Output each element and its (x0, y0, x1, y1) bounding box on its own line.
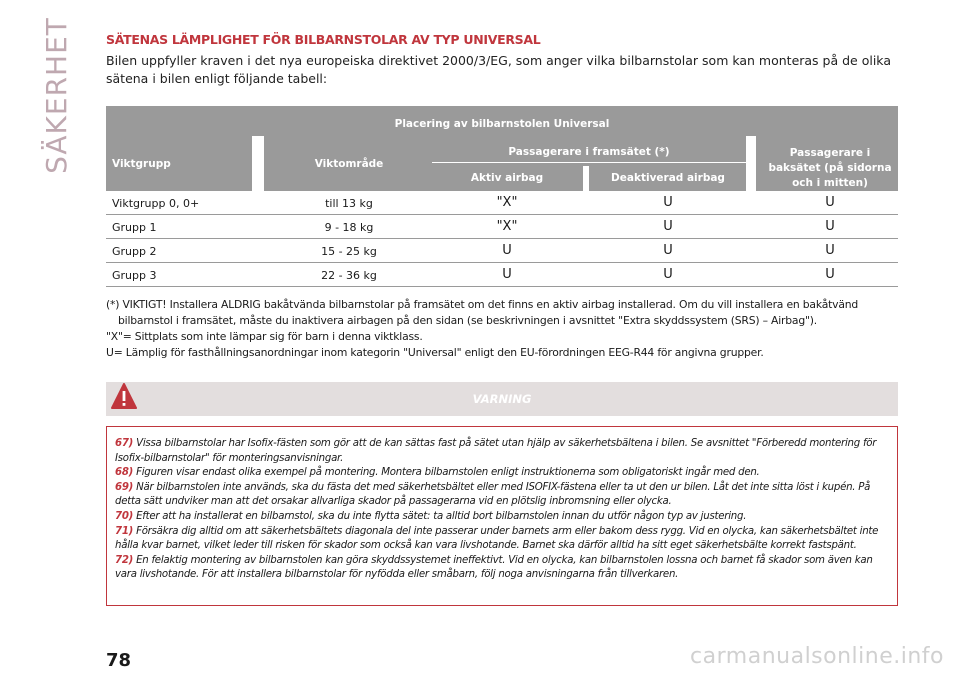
col-header-airbag-on: Aktiv airbag (470, 172, 544, 184)
section-heading: SÄTENAS LÄMPLIGHET FÖR BILBARNSTOLAR AV TYP UNIVERSAL (106, 32, 541, 47)
warning-item-text: Vissa bilbarnstolar har Isofix-fästen som gör att de kan sättas fast på sätet utan hjälp av säkerhetsbältena i bilen. Se avsnittet "Förberedd montering för Isofix-bilbarnstolar" för monteringsanvisningar. (115, 438, 877, 464)
cell-group: Grupp 3 (112, 269, 157, 282)
col-header-rear: Passagerare i baksätet (på sidorna och i mitten) (768, 147, 892, 189)
warning-title: VARNING (472, 392, 532, 406)
page-number: 78 (106, 650, 132, 671)
cell-weight: 15 - 25 kg (321, 245, 377, 258)
col-header-airbag-off: Deaktiverad airbag (611, 172, 725, 184)
child-seat-table (106, 106, 898, 287)
table-row (106, 239, 898, 263)
section-side-label (36, 16, 76, 174)
warning-item-text: Försäkra dig alltid om att säkerhetsbältets diagonala del inte passerar under barnets arm eller bakom dess rygg. Vid en olycka, kan säkerhetsbältet inte hålla kvar barnet, vilket leder till risken för skador som också kan vara livshotande. Barnet ska därför alltid ha sitt eget säkerhetsbälte korrekt fastspänt. (115, 525, 879, 552)
cell-group: Viktgrupp 0, 0+ (112, 197, 200, 210)
table-header (106, 106, 898, 191)
cell-weight: 22 - 36 kg (321, 269, 377, 282)
cell-airbag-off: U (663, 219, 673, 234)
note-u: U= Lämplig för fasthållningsanordningar inom kategorin "Universal" enligt den EU-förordningen EEG-R44 för angivna grupper. (106, 346, 764, 359)
note-important-cont: bilbarnstol i framsätet, måste du inaktivera airbagen på den sidan (se beskrivningen i avsnittet "Extra skyddssystem (SRS) – Airbag"). (118, 314, 818, 327)
cell-rear: U (825, 243, 835, 258)
cell-rear: U (825, 267, 835, 282)
cell-airbag-off: U (663, 195, 673, 210)
col-header-weight: Viktområde (314, 158, 384, 170)
note-important: (*) VIKTIGT! Installera ALDRIG bakåtvända bilbarnstolar på framsätet om det finns en aktiv airbag installerad. Om du vill installera en bakåtvänd (106, 298, 859, 311)
warning-item (115, 466, 889, 481)
col-header-front: Passagerare i framsätet (*) (508, 146, 670, 158)
cell-airbag-off: U (663, 243, 673, 258)
cell-rear: U (825, 219, 835, 234)
cell-airbag-on: "X" (496, 195, 518, 210)
cell-weight: 9 - 18 kg (324, 221, 374, 234)
cell-rear: U (825, 195, 835, 210)
table-top-header: Placering av bilbarnstolen Universal (394, 118, 610, 130)
intro-paragraph: Bilen uppfyller kraven i det nya europeiska direktivet 2000/3/EG, som anger vilka bilbarnstolar som kan monteras på de olika sätena i bilen enligt följande tabell: (106, 53, 891, 86)
watermark: carmanualsonline.info (690, 644, 944, 669)
warning-item (115, 510, 889, 525)
warning-item-text: När bilbarnstolen inte används, ska du fästa det med säkerhetsbältet eller med ISOFIX-fästena eller ta ut den ur bilen. Låt det inte sitta löst i kupén. På detta sätt undviker man att det orsakar allvarliga skador på passagerarna vid en plötslig inbromsning eller olycka. (115, 481, 871, 508)
warning-item (115, 525, 889, 554)
table-notes (106, 297, 898, 361)
warning-item-text: En felaktig montering av bilbarnstolen kan göra skyddssystemet ineffektivt. Vid en olycka, kan bilbarnstolen lossna och barnet få skador som även kan vara livshotande. För att installera bilbarnstolar för nyfödda eller småbarn, följ noga anvisningarna från tillverkaren. (115, 554, 873, 581)
section-side-label-text: SÄKERHET (39, 16, 73, 174)
warning-item (115, 437, 889, 466)
warning-item-number: 71) (115, 525, 134, 537)
table-row (106, 263, 898, 287)
header-rule (432, 162, 746, 163)
cell-airbag-on: U (502, 267, 512, 282)
table-row (106, 215, 898, 239)
warning-item (115, 481, 889, 510)
warning-box (106, 426, 898, 606)
warning-item-number: 69) (115, 481, 134, 493)
warning-item-text: Figuren visar endast olika exempel på montering. Montera bilbarnstolen enligt instruktionerna som obligatoriskt ingår med den. (136, 467, 760, 479)
warning-item-number: 72) (115, 554, 134, 566)
warning-item (115, 554, 889, 583)
cell-group: Grupp 1 (112, 221, 157, 234)
cell-group: Grupp 2 (112, 245, 157, 258)
warning-item-number: 67) (115, 438, 134, 449)
warning-item-number: 68) (115, 467, 134, 479)
col-header-group: Viktgrupp (112, 158, 171, 170)
cell-airbag-on: "X" (496, 219, 518, 234)
note-x: "X"= Sittplats som inte lämpar sig för barn i denna viktklass. (106, 330, 423, 343)
warning-item-text: Efter att ha installerat en bilbarnstol, ska du inte flytta sätet: ta alltid bort bilbarnstolen innan du utför någon typ av justering. (136, 510, 747, 522)
cell-airbag-off: U (663, 267, 673, 282)
cell-airbag-on: U (502, 243, 512, 258)
header-separator (746, 136, 756, 191)
table-row (106, 191, 898, 215)
warning-item-number: 70) (115, 510, 134, 522)
header-separator (583, 166, 589, 191)
header-separator (252, 136, 264, 191)
cell-weight: till 13 kg (325, 197, 373, 210)
